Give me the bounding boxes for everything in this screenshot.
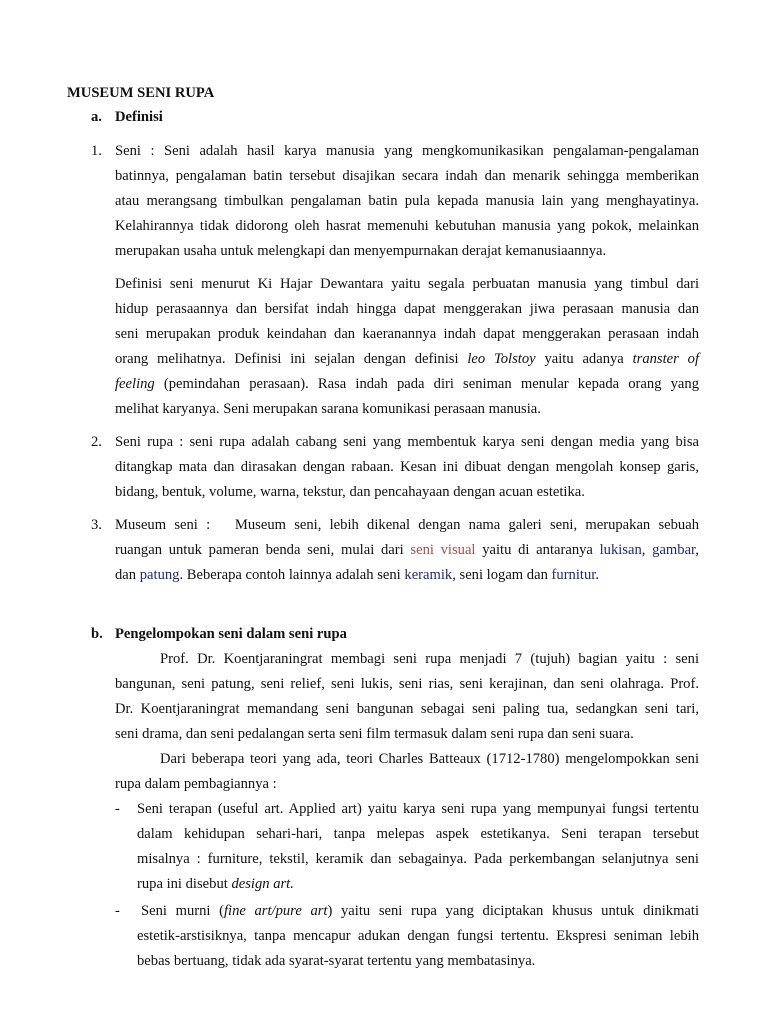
item-1-p2-line — [115, 375, 699, 393]
section-b-label: b. — [91, 626, 103, 642]
section-b-p1-line: Dr. Koentjaraningrat memandang seni bangunan sebagai seni paling tua, sedangkan seni tari, — [115, 701, 699, 717]
section-b-p1-line: Prof. Dr. Koentjaraningrat membagi seni rupa menjadi 7 (tujuh) bagian yaitu : seni — [160, 651, 699, 667]
item-2-number: 2. — [91, 434, 102, 450]
item-1-line: Seni : Seni adalah hasil karya manusia yang mengkomunikasikan pengalaman-pengalaman — [115, 143, 699, 159]
section-b-p1-line: seni drama, dan seni pedalangan serta seni film termasuk dalam seni rupa dan seni suara. — [115, 726, 634, 742]
text-span: , — [695, 542, 699, 558]
link-group — [652, 542, 699, 558]
bullet-2-dash: - — [115, 903, 120, 919]
italic-span: feeling — [115, 376, 155, 392]
item-1-p2-line — [115, 350, 699, 368]
link-keramik[interactable]: keramik — [404, 567, 453, 583]
italic-span: fine art/pure art — [223, 903, 328, 919]
section-a-heading: Definisi — [115, 109, 163, 125]
item-2-line: ditangkap mata dan dirasakan dengan rabaan. Kesan ini dibuat dengan mengolah konsep garis, — [115, 459, 699, 475]
bullet-1-line: dalam kehidupan sehari-hari, tanpa melepas aspek estetikanya. Seni terapan tersebut — [137, 826, 699, 842]
bullet-1-dash: - — [115, 801, 120, 817]
text-span: (pemindahan perasaan). Rasa indah pada diri seniman menular kepada orang yang — [163, 376, 699, 392]
bullet-1-line: misalnya : furniture, tekstil, keramik dan sebagainya. Pada perkembangan selanjutnya seni — [137, 851, 699, 867]
text-span: yaitu adanya — [544, 351, 624, 367]
link-group — [600, 542, 646, 558]
item-2-line: Seni rupa : seni rupa adalah cabang seni yang membentuk karya seni dengan media yang bisa — [115, 434, 699, 450]
text-span: orang melihatnya. Definisi ini sejalan dengan definisi — [115, 351, 459, 367]
section-b-heading: Pengelompokan seni dalam seni rupa — [115, 626, 347, 642]
section-a-label: a. — [91, 109, 102, 125]
item-3-line — [115, 566, 599, 584]
item-1-number: 1. — [91, 143, 102, 159]
item-1-p2-line: Definisi seni menurut Ki Hajar Dewantara yaitu segala perbuatan manusia yang timbul dari — [115, 276, 699, 292]
item-1-line: merupakan usaha untuk melengkapi dan menyempurnakan derajat kemanusiaannya. — [115, 243, 607, 259]
text-span: . Beberapa contoh lainnya adalah seni — [179, 567, 401, 583]
italic-span: design art. — [231, 876, 294, 892]
text-span: . — [595, 567, 599, 583]
item-1-line: atau merangsang timbulkan pengalaman batin pula kepada manusia lain yang menghayatinya. — [115, 193, 699, 209]
text-span: Seni murni ( — [141, 903, 224, 919]
text-span: dan — [115, 567, 137, 583]
item-3-number: 3. — [91, 517, 102, 533]
item-1-p2-line: melihat karyanya. Seni merupakan sarana komunikasi perasaan manusia. — [115, 401, 541, 417]
text-span: , seni logam dan — [452, 567, 548, 583]
link-seni-visual[interactable]: seni visual — [410, 542, 476, 558]
section-b-p1-line: bangunan, seni patung, seni relief, seni lukis, seni rias, seni kerajinan, dan seni olahraga. Prof. — [115, 676, 699, 692]
item-1-p2-line: seni merupakan produk keindahan dan kaeranannya indah dapat menggerakan perasaan indah — [115, 326, 699, 342]
italic-span: leo Tolstoy — [467, 351, 536, 367]
item-3-line — [115, 541, 699, 559]
item-2-line: bidang, bentuk, volume, warna, tekstur, dan pencahayaan dengan acuan estetika. — [115, 484, 585, 500]
item-1-line: Kelahirannya tidak didorong oleh hasrat memenuhi kebutuhan manusia yang pokok, melainkan — [115, 218, 699, 234]
section-b-p2-line: Dari beberapa teori yang ada, teori Charles Batteaux (1712-1780) mengelompokkan seni — [160, 751, 699, 767]
bullet-1-line — [137, 875, 294, 893]
link-lukisan[interactable]: lukisan — [599, 542, 642, 558]
document-title: MUSEUM SENI RUPA — [67, 85, 215, 101]
text-span — [141, 903, 699, 919]
link-furnitur[interactable]: furnitur — [551, 567, 596, 583]
bullet-2-line: estetik-arstisiknya, tanpa mencapur adukan dengan fungsi tertentu. Ekspresi seniman lebih — [137, 928, 699, 944]
text-span: , — [641, 542, 646, 558]
item-1-p2-line: hidup perasaannya dan bersifat indah hingga dapat menggerakan jiwa perasaan manusia dan — [115, 301, 699, 317]
text-span: yaitu di antaranya — [482, 542, 593, 558]
link-gambar[interactable]: gambar — [652, 542, 696, 558]
item-1-line: batinnya, pengalaman batin tersebut disajikan secara indah dan menarik sehingga memberikan — [115, 168, 699, 184]
bullet-1-line: Seni terapan (useful art. Applied art) yaitu karya seni rupa yang mempunyai fungsi tertentu — [137, 801, 699, 817]
bullet-2-line: bebas bertuang, tidak ada syarat-syarat tertentu yang membatasinya. — [137, 953, 536, 969]
link-patung[interactable]: patung — [139, 567, 180, 583]
italic-span: transter of — [632, 351, 699, 367]
bullet-2-line — [141, 902, 699, 920]
text-span: rupa ini disebut — [137, 876, 228, 892]
item-3-line: Museum seni : Museum seni, lebih dikenal dengan nama galeri seni, merupakan sebuah — [115, 517, 699, 533]
section-b-p2-line: rupa dalam pembagiannya : — [115, 776, 277, 792]
text-span: ruangan untuk pameran benda seni, mulai dari — [115, 542, 404, 558]
text-span: ) yaitu seni rupa yang diciptakan khusus untuk dinikmati — [327, 903, 700, 919]
